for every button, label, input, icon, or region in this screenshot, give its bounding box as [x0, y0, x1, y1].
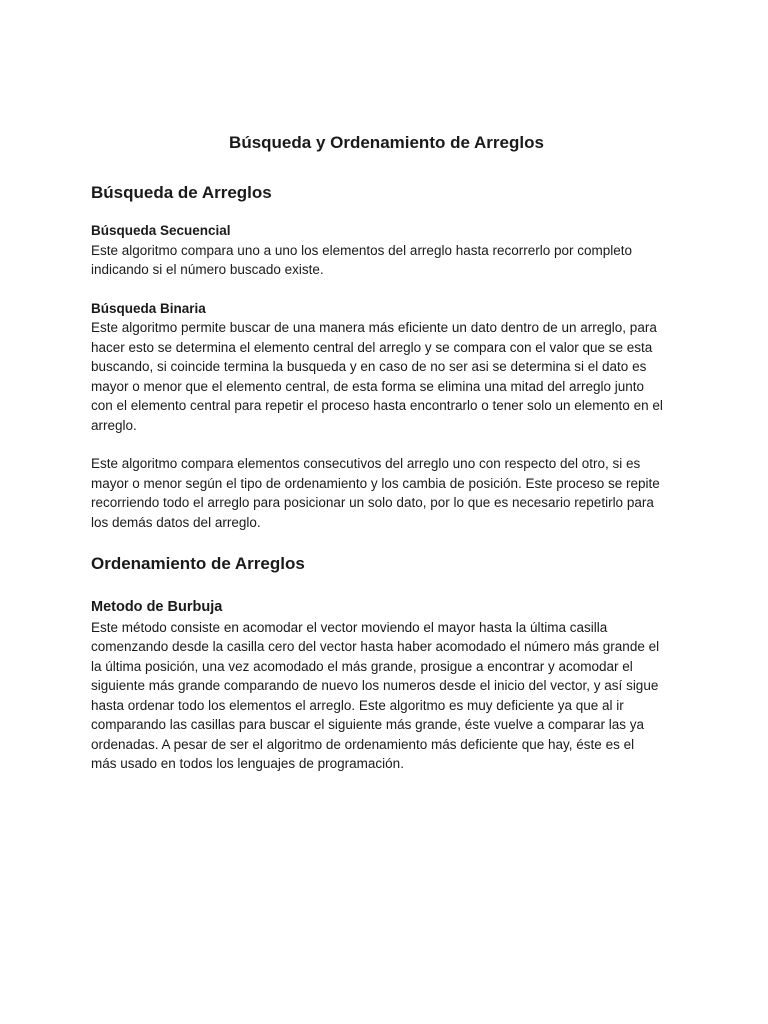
paragraph-burbuja [91, 618, 682, 774]
text-line: Este método consiste en acomodar el vector moviendo el mayor hasta la última casilla [91, 619, 608, 635]
text-line: comenzando desde la casilla cero del vector hasta haber acomodado el número más grande el [91, 639, 660, 654]
text-line: Este algoritmo compara uno a uno los elementos del arreglo hasta recorrerlo por completo [91, 242, 633, 258]
text-line: hasta ordenar todo los elementos el arreglo. Este algoritmo es muy deficiente ya que al ir [91, 697, 624, 713]
text-line: indicando si el número buscado existe. [91, 262, 324, 277]
text-line: recorriendo todo el arreglo para posicionar un solo dato, por lo que es necesario repetirlo para [91, 495, 654, 510]
text-line: la última posición, una vez acomodado el más grande, prosigue a encontrar y acomodar el [91, 658, 633, 674]
paragraph-consecutivos [91, 454, 682, 532]
text-line: mayor o menor según el tipo de ordenamiento y los cambia de posición. Este proceso se repite [91, 475, 660, 491]
text-line: ordenadas. A pesar de ser el algoritmo de ordenamiento más deficiente que hay, éste es el [91, 736, 635, 752]
text-line: hacer esto se determina el elemento central del arreglo y se compara con el valor que se esta [91, 339, 653, 355]
text-line: siguiente más grande comparando de nuevo los numeros desde el inicio del vector, y así sigue [91, 678, 659, 693]
section-heading-busqueda: Búsqueda de Arreglos [91, 183, 272, 202]
text-line: comparando las casillas para buscar el siguiente más grande, éste vuelve a comparar las ya [91, 717, 645, 732]
document-title: Búsqueda y Ordenamiento de Arreglos [229, 133, 544, 152]
text-line: más usado en todos los lenguajes de programación. [91, 756, 404, 771]
text-line: con el elemento central para repetir el proceso hasta encontrarlo o tener solo un elemento en el [91, 398, 663, 413]
text-line: los demás datos del arreglo. [91, 514, 261, 530]
text-line: mayor o menor que el elemento central, de esta forma se elimina una mitad del arreglo junto [91, 378, 645, 394]
subsection-heading-binaria: Búsqueda Binaria [91, 300, 206, 316]
text-line: arreglo. [91, 417, 137, 433]
subsection-heading-burbuja: Metodo de Burbuja [91, 599, 223, 615]
section-heading-ordenamiento: Ordenamiento de Arreglos [91, 554, 305, 573]
text-line: Este algoritmo compara elementos consecutivos del arreglo uno con respecto del otro, si es [91, 456, 641, 471]
text-line: buscando, si coincide termina la busqueda y en caso de no ser asi se determina si el dato es [91, 359, 647, 374]
paragraph-binaria [91, 318, 682, 435]
paragraph-secuencial [91, 241, 682, 280]
subsection-heading-secuencial: Búsqueda Secuencial [91, 223, 231, 238]
text-line: Este algoritmo permite buscar de una manera más eficiente un dato dentro de un arreglo, para [91, 320, 657, 335]
